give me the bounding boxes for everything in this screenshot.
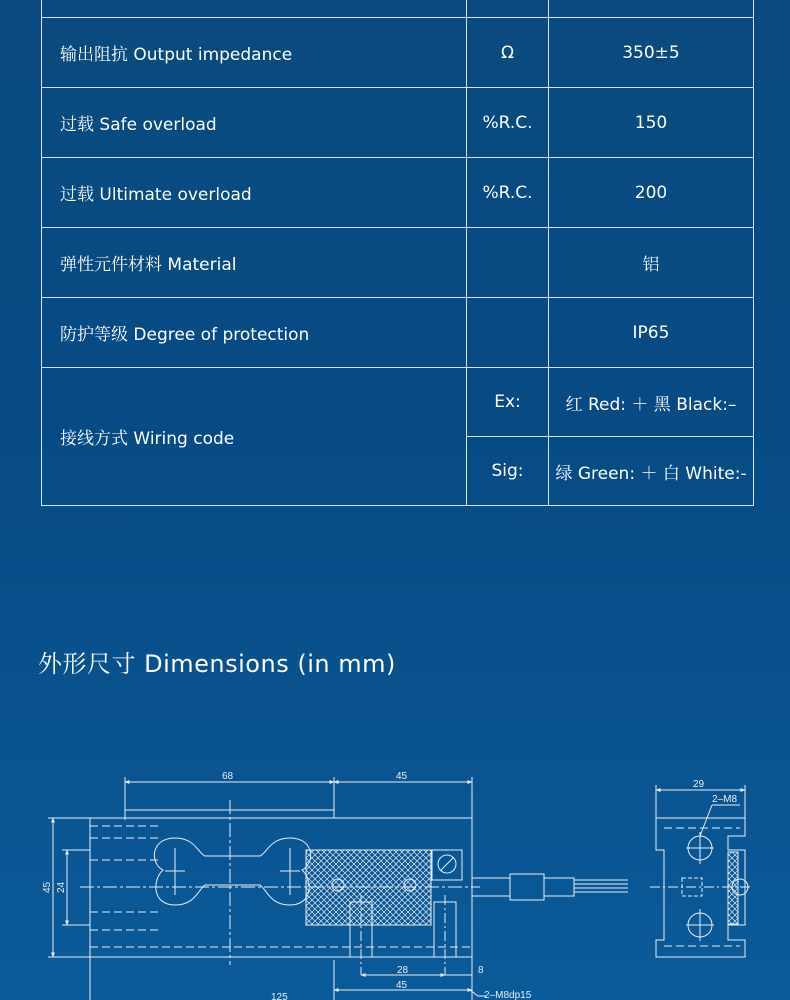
dim-label-24-height: 24 <box>56 881 67 893</box>
wiring-ex-label: Ex: <box>467 368 549 437</box>
spec-unit: %R.C. <box>467 158 549 228</box>
spec-name <box>42 0 467 18</box>
spec-table <box>41 0 754 506</box>
table-row <box>42 228 754 298</box>
table-row <box>42 0 754 18</box>
crosshairs <box>165 848 300 895</box>
table-row <box>42 18 754 88</box>
spec-name: 弹性元件材料 Material <box>42 228 467 298</box>
wiring-sig-value: 绿 Green: ＋ 白 White:- <box>549 437 754 506</box>
dim-label-45-bottom: 45 <box>396 980 408 991</box>
dim-label-28: 28 <box>397 965 409 976</box>
spec-value: IP65 <box>549 298 754 368</box>
spec-name: 输出阻抗 Output impedance <box>42 18 467 88</box>
spec-value: 350±5 <box>549 18 754 88</box>
dim-label-45-height: 45 <box>42 881 53 893</box>
strain-gauge-area <box>306 850 431 925</box>
spec-value: 铝 <box>549 228 754 298</box>
wiring-code-label: 接线方式 Wiring code <box>42 368 467 506</box>
cable <box>472 874 628 900</box>
spec-value: 200 <box>549 158 754 228</box>
wiring-sig-label: Sig: <box>467 437 549 506</box>
dim-label-m8: 2–M8 <box>712 794 738 805</box>
spec-unit: Ω <box>467 18 549 88</box>
table-row <box>42 158 754 228</box>
dimension-drawing <box>0 760 790 1000</box>
spec-name: 过载 Ultimate overload <box>42 158 467 228</box>
table-row-wiring-ex <box>42 368 754 437</box>
dim-label-29: 29 <box>693 779 705 790</box>
dim-label-45-top: 45 <box>396 771 408 782</box>
dim-label-m8dp15: 2–M8dp15 <box>484 990 532 1000</box>
spec-unit <box>467 228 549 298</box>
dim-label-125: 125 <box>271 992 288 1000</box>
spec-unit: %R.C. <box>467 88 549 158</box>
dimensions-heading: 外形尺寸 Dimensions (in mm) <box>38 650 396 678</box>
wiring-ex-value: 红 Red: ＋ 黑 Black:– <box>549 368 754 437</box>
spec-value: 150 <box>549 88 754 158</box>
spec-unit <box>467 298 549 368</box>
spec-unit <box>467 0 549 18</box>
table-row <box>42 88 754 158</box>
table-row <box>42 298 754 368</box>
dim-label-68: 68 <box>222 771 234 782</box>
side-view <box>650 785 752 957</box>
screw-head <box>432 850 462 880</box>
spec-name: 过载 Safe overload <box>42 88 467 158</box>
dim-label-8: 8 <box>478 965 484 976</box>
spec-value <box>549 0 754 18</box>
spec-name: 防护等级 Degree of protection <box>42 298 467 368</box>
